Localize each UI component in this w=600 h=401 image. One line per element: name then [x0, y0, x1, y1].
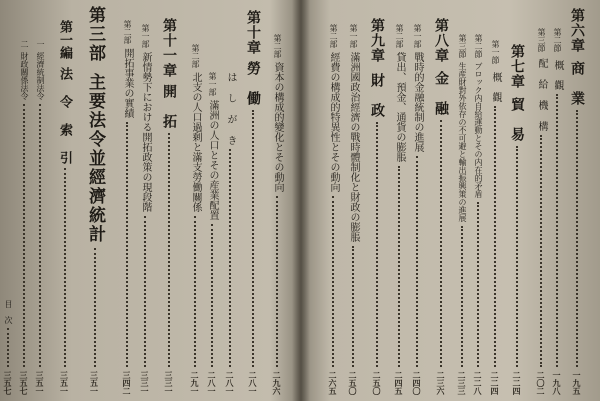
- toc-entry-law2: [20, 0, 28, 401]
- leader-dots: [556, 94, 558, 367]
- toc-entry-ch6: [570, 0, 584, 401]
- section-title: 滿洲の人口とその産業配置: [207, 100, 218, 220]
- leader-dots: [440, 120, 442, 367]
- toc-entry-ch9-sec2: [328, 0, 338, 401]
- toc-entry-ch6-sec3: [536, 0, 546, 401]
- item-title: 目 次: [4, 300, 13, 324]
- section-label: 第二部: [395, 24, 404, 48]
- leader-dots: [398, 166, 400, 367]
- section-title: 戰時的金融統制の進展: [412, 52, 423, 152]
- section-title: 開拓事業の實績: [122, 48, 133, 118]
- leader-dots: [144, 216, 146, 367]
- section-title: 經費の構成的特異性とその動向: [328, 52, 339, 192]
- page-number: 二二四: [512, 371, 522, 395]
- chapter-title: 貿 易: [509, 97, 525, 142]
- section-label: 第一部: [208, 72, 217, 96]
- page-number: 三五一: [59, 371, 70, 395]
- leader-dots: [540, 135, 542, 367]
- chapter-label: 第七章: [509, 44, 525, 89]
- leader-dots: [376, 122, 378, 367]
- chapter-label: 第十一章: [161, 18, 177, 78]
- page-number: 二六五: [328, 371, 338, 395]
- section-title: 配 給 機 構: [536, 58, 547, 131]
- section-title: 滿洲國政治經濟の戰時體制化と財政の膨脹: [348, 52, 359, 242]
- leader-dots: [94, 248, 96, 367]
- page-number: 二八一: [207, 371, 217, 395]
- right-page: [300, 0, 600, 401]
- section-label: 第二部: [273, 34, 282, 58]
- toc-entry-ch6-sec2: [552, 0, 562, 401]
- leader-dots: [252, 110, 254, 367]
- page-number: 三五一: [89, 371, 100, 395]
- toc-entry-ch8-sec2: [394, 0, 404, 401]
- chapter-label: 第九章: [369, 18, 385, 63]
- section-title: 生産財對外依存の不可避と輸出振興策の進展: [458, 62, 467, 222]
- chapter-title: 金 融: [433, 71, 449, 116]
- page-number: 二八一: [248, 371, 258, 395]
- section-title: 貸出、預金、通貨の膨脹: [394, 52, 405, 162]
- section-label: 第一節: [491, 40, 500, 64]
- chapter-label: 第六章: [569, 8, 585, 53]
- page-number: 一九八: [552, 371, 562, 395]
- section-label: 第二部: [123, 20, 132, 44]
- leader-dots: [194, 216, 196, 367]
- toc-entry-ch7-sec3: [458, 0, 466, 401]
- toc-entry-misc: [4, 0, 12, 401]
- toc-entry-ch7: [510, 0, 524, 401]
- leader-dots: [276, 196, 278, 367]
- leader-dots: [416, 156, 418, 367]
- section-label: 第一部: [141, 24, 150, 48]
- page-number: 二五〇: [348, 371, 358, 395]
- part-title: 主要法令並經濟統計: [85, 73, 105, 244]
- section-label: 第二節: [474, 34, 483, 58]
- item-label: 一: [36, 40, 45, 48]
- chapter-title: 商 業: [569, 61, 585, 106]
- page-number: 一九五: [572, 371, 582, 395]
- page-number: 二五〇: [372, 371, 382, 395]
- chapter-label: 第八章: [433, 18, 449, 63]
- toc-entry-ch10-sec1: [207, 0, 217, 401]
- toc-entry-law1: [36, 0, 44, 401]
- section-label: 第一部: [349, 24, 358, 48]
- leader-dots: [516, 146, 518, 367]
- page-number: 三五七: [19, 371, 29, 395]
- toc-entry-part3: [86, 0, 103, 401]
- section-title: 新情勢下における開拓政策の現段階: [140, 52, 151, 212]
- leader-dots: [23, 104, 25, 367]
- page-number: 二二四: [490, 371, 500, 395]
- section-label: 第三節: [458, 34, 467, 58]
- toc-entry-ch11-sec1: [140, 0, 150, 401]
- toc-entry-ch11: [162, 0, 176, 401]
- section-title: 概 觀: [490, 72, 501, 102]
- page-number: 二〇二: [536, 371, 546, 395]
- leader-dots: [7, 328, 9, 367]
- toc-entry-ch10: [246, 0, 260, 401]
- leader-dots: [576, 110, 578, 367]
- item-title: 財政關係法令: [20, 52, 29, 100]
- chapter-title: 財 政: [369, 73, 385, 118]
- part-label: 第三部: [85, 6, 105, 63]
- chapter-title: 開 拓: [161, 84, 177, 129]
- page-number: 二九六: [272, 371, 282, 395]
- section-title: ブロック内自給運動とその内在的矛盾: [474, 62, 483, 198]
- toc-entry-ch8: [434, 0, 448, 401]
- leader-dots: [126, 122, 128, 367]
- section-title: は し が き: [225, 72, 236, 145]
- toc-entry-ch10-intro: [225, 0, 235, 401]
- page-number: 二八一: [225, 371, 235, 395]
- page-number: 二三三: [457, 371, 467, 395]
- leader-dots: [477, 202, 479, 367]
- section-title: 法 令 索 引: [57, 67, 72, 164]
- section-title: 北支の人口過剩と滿支勞働關係: [190, 72, 201, 212]
- leader-dots: [211, 224, 213, 367]
- page-number: 二二八: [473, 371, 483, 395]
- leader-dots: [229, 149, 231, 367]
- toc-entry-ch9: [370, 0, 384, 401]
- toc-entry-ch10-sec2b: [190, 0, 200, 401]
- chapter-label: 第十章: [245, 10, 261, 55]
- section-label: 第一部: [413, 24, 422, 48]
- section-label: 第一編: [57, 20, 72, 59]
- leader-dots: [64, 168, 66, 367]
- toc-entry-ch10-sec2: [272, 0, 282, 401]
- page-number: 三三一: [164, 371, 174, 395]
- item-title: 經濟統制法令: [36, 52, 45, 100]
- section-label: 第三節: [537, 28, 546, 52]
- page-number: 三五一: [35, 371, 45, 395]
- leader-dots: [39, 104, 41, 367]
- page-number: 三五七: [3, 371, 13, 395]
- leader-dots: [168, 133, 170, 367]
- page-number: 三三一: [140, 371, 150, 395]
- toc-entry-ch8-sec1: [412, 0, 422, 401]
- section-label: 第二部: [191, 44, 200, 68]
- page-number: 二三六: [436, 371, 446, 395]
- page-number: 二四五: [394, 371, 404, 395]
- leader-dots: [494, 106, 496, 367]
- section-label: 第二部: [329, 24, 338, 48]
- section-label: 第二節: [553, 28, 562, 52]
- toc-entry-ch11-sec2: [122, 0, 132, 401]
- leader-dots: [332, 196, 334, 367]
- item-label: 二: [20, 40, 29, 48]
- leader-dots: [461, 226, 463, 367]
- leader-dots: [352, 246, 354, 367]
- toc-entry-ch7-sec2: [474, 0, 482, 401]
- toc-entry-ch9-sec1: [348, 0, 358, 401]
- toc-entry-part3-sec1: [58, 0, 71, 401]
- section-title: 概 觀: [552, 60, 563, 90]
- section-title: 資本の構成的變化とその動向: [272, 62, 283, 192]
- page-number: 二九一: [190, 371, 200, 395]
- toc-entry-ch7-sec1: [490, 0, 500, 401]
- page-number: 二四〇: [412, 371, 422, 395]
- page-number: 三四二: [122, 371, 132, 395]
- chapter-title: 勞 働: [245, 61, 261, 106]
